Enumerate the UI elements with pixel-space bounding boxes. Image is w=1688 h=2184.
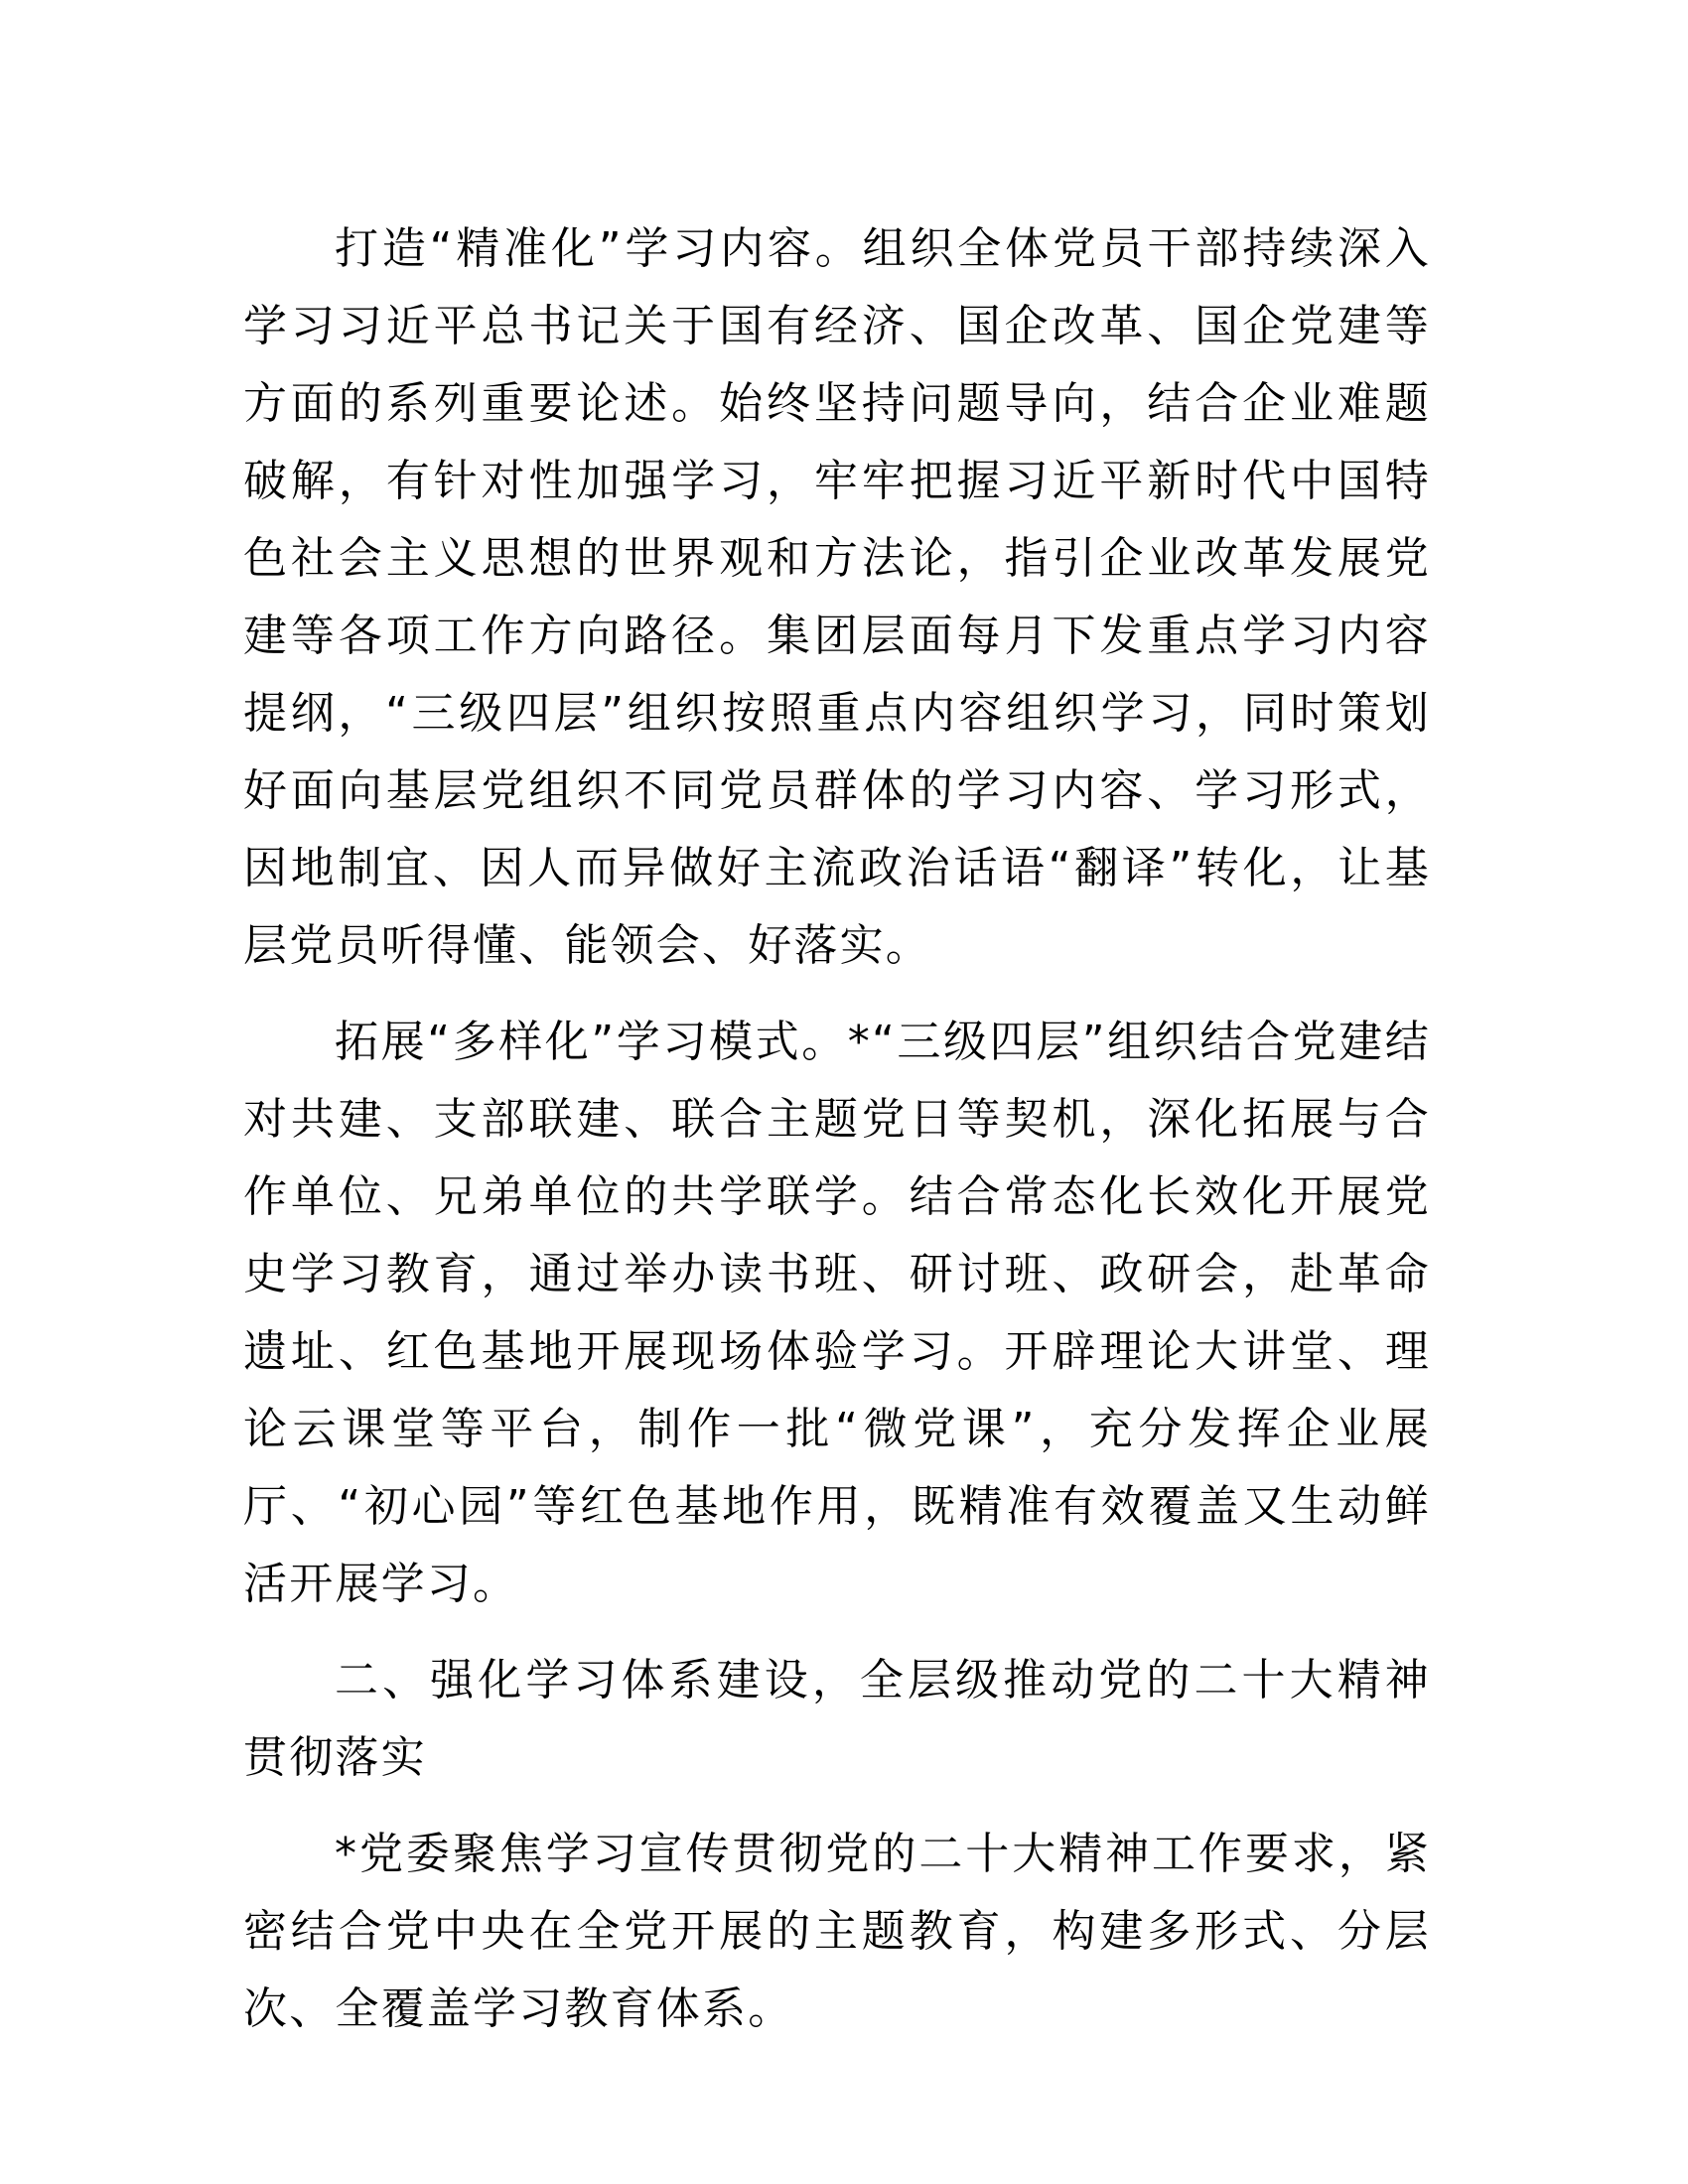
section-heading-two: 二、强化学习体系建设，全层级推动党的二十大精神贯彻落实 <box>243 1655 1431 1783</box>
document-page <box>243 210 1431 2067</box>
paragraph-precise-learning-content: 打造“精准化”学习内容。组织全体党员干部持续深入学习习近平总书记关于国有经济、国企改革、国企党建等方面的系列重要论述。始终坚持问题导向，结合企业难题破解，有针对性加强学习，牢牢把握习近平新时代中国特色社会主义思想的世界观和方法论，指引企业改革发展党建等各项工作方向路径。集团层面每月下发重点学习内容提纲，“三级四层”组织按照重点内容组织学习，同时策划好面向基层党组织不同党员群体的学习内容、学习形式，因地制宜、因人而异做好主流政治话语“翻译”转化，让基层党员听得懂、能领会、好落实。 <box>243 223 1431 971</box>
paragraph-diversified-learning-mode: 拓展“多样化”学习模式。*“三级四层”组织结合党建结对共建、支部联建、联合主题党日等契机，深化拓展与合作单位、兄弟单位的共学联学。结合常态化长效化开展党史学习教育，通过举办读书班、研讨班、政研会，赴革命遗址、红色基地开展现场体验学习。开辟理论大讲堂、理论云课堂等平台，制作一批“微党课”，充分发挥企业展厅、“初心园”等红色基地作用，既精准有效覆盖又生动鲜活开展学习。 <box>243 1017 1431 1609</box>
paragraph-party-committee-focus: *党委聚焦学习宣传贯彻党的二十大精神工作要求，紧密结合党中央在全党开展的主题教育，构建多形式、分层次、全覆盖学习教育体系。 <box>243 1829 1431 2034</box>
